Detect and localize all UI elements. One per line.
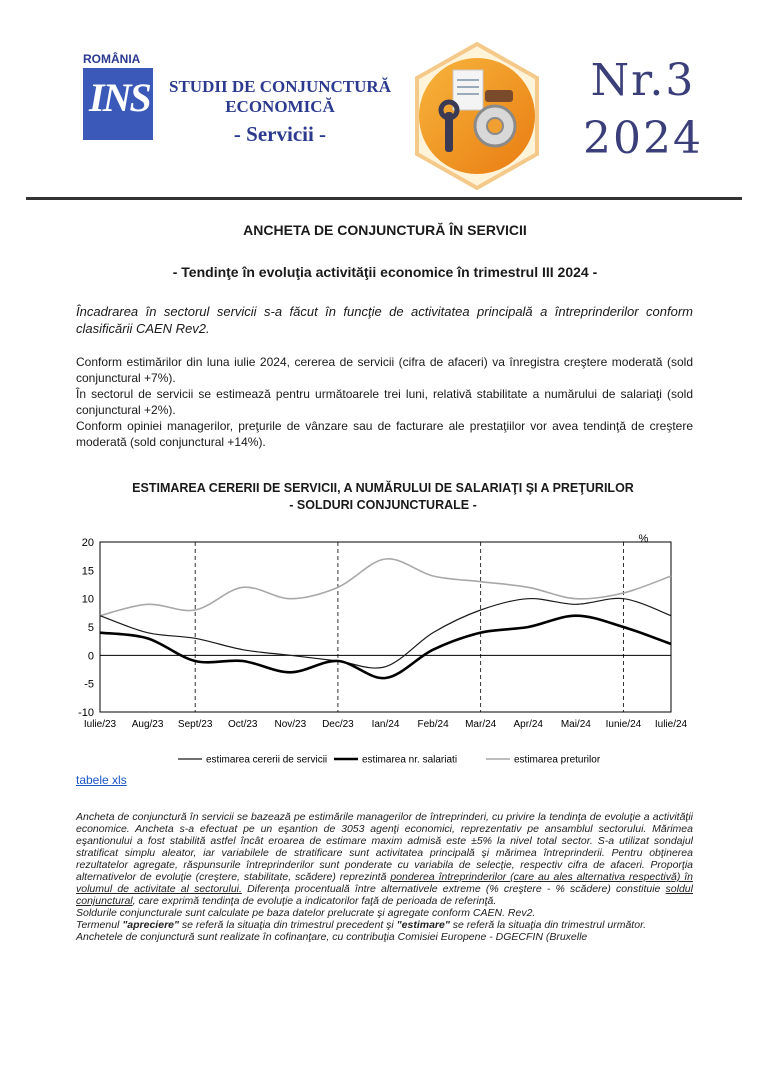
y-tick-label: 15: [81, 565, 94, 578]
y-tick-label: 20: [81, 537, 94, 549]
chart-heading: [60, 480, 706, 514]
chart-heading-line1: ESTIMAREA CERERII DE SERVICII, A NUMĂRULUI DE SALARIAŢI ŞI A PREŢURILOR: [132, 481, 634, 495]
methodology-text-b: Diferenţa procentuală între alternativele extreme (% creştere - % scădere) constituie: [241, 883, 666, 895]
methodology-paragraph-4: Anchetele de conjunctură sunt realizate în cofinanţare, cu contribuţia Comisiei Europene - DGECFIN (Bruxelle: [76, 931, 588, 943]
methodology-paragraph-3: [76, 919, 693, 931]
plot-area: [100, 542, 671, 712]
country-label: ROMÂNIA: [83, 52, 141, 66]
publication-title-line1: STUDII DE CONJUNCTURĂ: [169, 77, 391, 96]
x-tick-label: Apr/24: [513, 719, 543, 730]
series-line-1: [100, 616, 671, 678]
methodology-paragraph-1: [76, 811, 693, 907]
terms-text-b: se referă la situaţia din trimestrul precedent şi: [178, 919, 397, 931]
x-tick-label: Mai/24: [560, 719, 591, 730]
paragraph-employees: În sectorul de servicii se estimează pentru următoarele trei luni, relativă stabilitate a numărului de salariaţi (sold conjunctural +2%).: [76, 387, 693, 417]
y-tick-label: -10: [78, 707, 94, 719]
xls-tables-link[interactable]: tabele xls: [76, 773, 127, 787]
page-title: ANCHETA DE CONJUNCTURĂ ÎN SERVICII: [243, 222, 527, 238]
unit-label: %: [638, 533, 649, 545]
x-tick-label: Feb/24: [417, 719, 449, 730]
methodology-term-sold: soldul conjunctural: [76, 883, 693, 907]
term-apreciere: "apreciere": [122, 919, 179, 931]
issue-year: 2024: [583, 113, 703, 164]
methodology-paragraph-2: Soldurile conjuncturale sunt calculate pe baza datelor prelucrate şi agregate conform CAEN. Rev2.: [76, 907, 536, 919]
series-line-2: [100, 559, 671, 616]
legend-label: estimarea nr. salariati: [362, 754, 458, 766]
issue-block: [568, 52, 718, 168]
y-tick-label: 0: [87, 650, 94, 663]
publication-title-line2: ECONOMICĂ: [225, 97, 335, 116]
publication-section: - Servicii -: [233, 122, 327, 146]
publication-title: [155, 77, 405, 117]
methodology-note: [76, 811, 693, 943]
methodology-text-underlined: ponderea întreprinderilor (care au ales alternativa respectivă) în volumul de activitate al sectorului.: [76, 871, 693, 895]
terms-text-c: se referă la situaţia din trimestrul următor.: [449, 919, 647, 931]
legend-label: estimarea preturilor: [514, 754, 601, 766]
ins-logo-mark: INS: [89, 75, 150, 120]
x-tick-label: Mar/24: [465, 719, 497, 730]
methodology-text-a: Ancheta de conjunctură în servicii se bazează pe estimările managerilor de întreprinderi, cu privire la tendinţa de evoluţie a activităţii economice. Ancheta s-a efectuat pe un eşantion de 3053 agenţi economici, reprezentativ pe ansamblul sectorului. Mărimea eşantionului a fost stabilită astfel încât eroarea de estimare maxim admisă este ±5% la nivel total sector. S-a utilizat sondajul stratificat simplu aleator, iar variabilele de stratificare sunt activitatea principală şi mărimea întreprinderii. Pentru obţinerea rezultatelor agregate, răspunsurile întreprinderilor sunt ponderate cu variabila de selecţie, respectiv cifra de afaceri. Proporţia alternativelor de evoluţie (creştere, stabilitate, scădere) reprezintă: [76, 811, 693, 883]
x-tick-label: Iunie/24: [605, 719, 642, 730]
paragraph-demand: Conform estimărilor din luna iulie 2024, cererea de servicii (cifra de afaceri) va înregistra creştere moderată (sold conjunctural +7%).: [76, 355, 693, 385]
methodology-text-c: , care exprimă tendinţa de evoluţie a indicatorilor faţă de perioada de referinţă.: [132, 895, 497, 907]
balance-chart: [66, 522, 706, 770]
x-tick-label: Oct/23: [228, 719, 258, 730]
x-tick-label: Iulie/24: [654, 719, 688, 730]
paragraph-prices: Conform opiniei managerilor, preţurile de vânzare sau de facturare ale prestaţiilor vor avea tendinţă de creştere moderată (sold conjunctural +14%).: [76, 419, 693, 449]
y-tick-label: -5: [84, 678, 94, 691]
x-tick-label: Aug/23: [131, 719, 164, 730]
term-estimare: "estimare": [396, 919, 450, 931]
y-tick-label: 10: [81, 593, 94, 606]
legend-label: estimarea cererii de servicii: [206, 754, 328, 766]
chart-heading-line2: - SOLDURI CONJUNCTURALE -: [289, 498, 477, 512]
y-tick-label: 5: [87, 622, 94, 634]
issue-number: Nr.3: [590, 55, 696, 106]
header-divider: [26, 197, 742, 200]
x-tick-label: Sept/23: [177, 719, 213, 730]
x-tick-label: Nov/23: [274, 719, 307, 730]
x-tick-label: Ian/24: [371, 719, 400, 730]
ins-logo: [83, 68, 153, 140]
terms-text-a: Termenul: [76, 919, 123, 931]
gear-tools-emblem-icon: [411, 40, 543, 192]
x-tick-label: Iulie/23: [83, 719, 117, 730]
intro-text: Încadrarea în sectorul servicii s-a făcut în funcţie de activitatea principală a întreprinderilor conform clasificării CAEN Rev2.: [76, 304, 693, 336]
x-tick-label: Dec/23: [322, 719, 354, 730]
page-subtitle: - Tendinţe în evoluţia activităţii economice în trimestrul III 2024 -: [172, 264, 598, 280]
